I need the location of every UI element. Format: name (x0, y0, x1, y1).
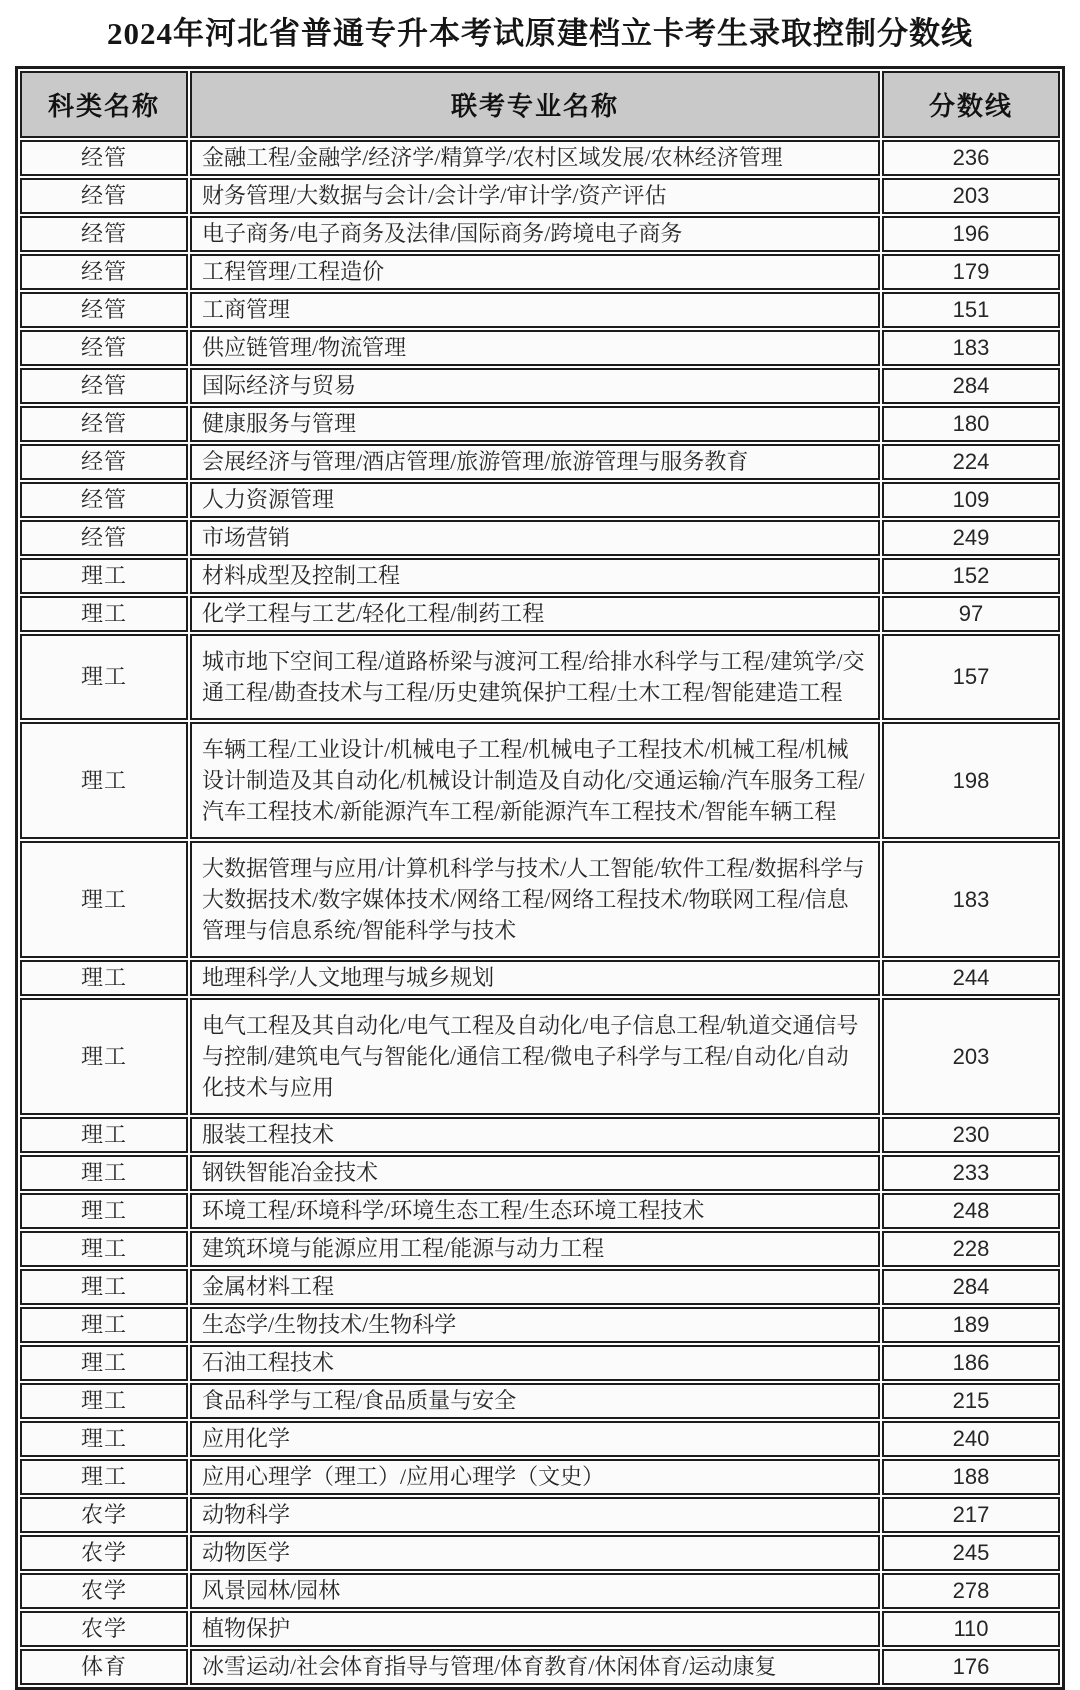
majors-cell: 工商管理 (190, 292, 880, 328)
majors-cell: 大数据管理与应用/计算机科学与技术/人工智能/软件工程/数据科学与大数据技术/数字媒体技术/网络工程/网络工程技术/物联网工程/信息管理与信息系统/智能科学与技术 (190, 841, 880, 958)
score-cell: 240 (882, 1421, 1060, 1457)
category-cell: 经管 (20, 368, 188, 404)
majors-cell: 生态学/生物技术/生物科学 (190, 1307, 880, 1343)
page-title: 2024年河北省普通专升本考试原建档立卡考生录取控制分数线 (107, 16, 973, 51)
table-row (20, 1573, 1060, 1609)
score-cell: 278 (882, 1573, 1060, 1609)
majors-cell: 会展经济与管理/酒店管理/旅游管理/旅游管理与服务教育 (190, 444, 880, 480)
majors-cell: 环境工程/环境科学/环境生态工程/生态环境工程技术 (190, 1193, 880, 1229)
majors-cell: 冰雪运动/社会体育指导与管理/体育教育/休闲体育/运动康复 (190, 1649, 880, 1685)
score-cell: 152 (882, 558, 1060, 594)
category-cell: 理工 (20, 1117, 188, 1153)
majors-cell: 金融工程/金融学/经济学/精算学/农村区域发展/农林经济管理 (190, 140, 880, 176)
category-cell: 理工 (20, 558, 188, 594)
category-cell: 经管 (20, 406, 188, 442)
score-cell: 236 (882, 140, 1060, 176)
score-cell: 244 (882, 960, 1060, 996)
score-cell: 215 (882, 1383, 1060, 1419)
score-cell: 97 (882, 596, 1060, 632)
majors-cell: 车辆工程/工业设计/机械电子工程/机械电子工程技术/机械工程/机械设计制造及其自动化/机械设计制造及自动化/交通运输/汽车服务工程/汽车工程技术/新能源汽车工程/新能源汽车工程技术/智能车辆工程 (190, 722, 880, 839)
category-cell: 理工 (20, 1383, 188, 1419)
score-cell: 179 (882, 254, 1060, 290)
score-cell: 157 (882, 634, 1060, 720)
table-row (20, 1345, 1060, 1381)
score-cell: 180 (882, 406, 1060, 442)
category-cell: 农学 (20, 1497, 188, 1533)
table-row (20, 841, 1060, 958)
col-header-majors: 联考专业名称 (190, 71, 880, 138)
score-cell: 249 (882, 520, 1060, 556)
table-row (20, 1611, 1060, 1647)
table-row (20, 254, 1060, 290)
score-cell: 176 (882, 1649, 1060, 1685)
majors-cell: 健康服务与管理 (190, 406, 880, 442)
category-cell: 理工 (20, 1231, 188, 1267)
table-row (20, 292, 1060, 328)
category-cell: 农学 (20, 1611, 188, 1647)
majors-cell: 财务管理/大数据与会计/会计学/审计学/资产评估 (190, 178, 880, 214)
majors-cell: 石油工程技术 (190, 1345, 880, 1381)
category-cell: 经管 (20, 482, 188, 518)
majors-cell: 食品科学与工程/食品质量与安全 (190, 1383, 880, 1419)
score-cell: 183 (882, 841, 1060, 958)
category-cell: 经管 (20, 292, 188, 328)
category-cell: 理工 (20, 1459, 188, 1495)
table-row (20, 1535, 1060, 1571)
majors-cell: 应用化学 (190, 1421, 880, 1457)
table-row (20, 368, 1060, 404)
category-cell: 理工 (20, 634, 188, 720)
score-cell: 284 (882, 1269, 1060, 1305)
score-cell: 188 (882, 1459, 1060, 1495)
table-row (20, 1117, 1060, 1153)
majors-cell: 电气工程及其自动化/电气工程及自动化/电子信息工程/轨道交通信号与控制/建筑电气与智能化/通信工程/微电子科学与工程/自动化/自动化技术与应用 (190, 998, 880, 1115)
majors-cell: 工程管理/工程造价 (190, 254, 880, 290)
table-row (20, 1307, 1060, 1343)
table-row (20, 216, 1060, 252)
col-header-category: 科类名称 (20, 71, 188, 138)
majors-cell: 建筑环境与能源应用工程/能源与动力工程 (190, 1231, 880, 1267)
category-cell: 理工 (20, 596, 188, 632)
table-row (20, 722, 1060, 839)
score-cell: 186 (882, 1345, 1060, 1381)
table-row (20, 444, 1060, 480)
table-row (20, 1193, 1060, 1229)
table-row (20, 330, 1060, 366)
table-header (20, 71, 1060, 138)
table-row (20, 1383, 1060, 1419)
table-body (20, 140, 1060, 1685)
majors-cell: 植物保护 (190, 1611, 880, 1647)
category-cell: 理工 (20, 1193, 188, 1229)
table-row (20, 1421, 1060, 1457)
score-cell: 248 (882, 1193, 1060, 1229)
majors-cell: 服装工程技术 (190, 1117, 880, 1153)
score-cell: 203 (882, 998, 1060, 1115)
table-row (20, 1459, 1060, 1495)
score-cell: 228 (882, 1231, 1060, 1267)
category-cell: 经管 (20, 330, 188, 366)
category-cell: 理工 (20, 998, 188, 1115)
table-row (20, 998, 1060, 1115)
majors-cell: 化学工程与工艺/轻化工程/制药工程 (190, 596, 880, 632)
score-cell: 196 (882, 216, 1060, 252)
score-cell: 183 (882, 330, 1060, 366)
table-row (20, 634, 1060, 720)
majors-cell: 动物医学 (190, 1535, 880, 1571)
col-header-score: 分数线 (882, 71, 1060, 138)
table-row (20, 558, 1060, 594)
category-cell: 经管 (20, 254, 188, 290)
category-cell: 体育 (20, 1649, 188, 1685)
score-cell: 109 (882, 482, 1060, 518)
score-cell: 245 (882, 1535, 1060, 1571)
majors-cell: 地理科学/人文地理与城乡规划 (190, 960, 880, 996)
score-cell: 189 (882, 1307, 1060, 1343)
table-row (20, 596, 1060, 632)
category-cell: 农学 (20, 1573, 188, 1609)
majors-cell: 风景园林/园林 (190, 1573, 880, 1609)
score-cell: 217 (882, 1497, 1060, 1533)
category-cell: 理工 (20, 1307, 188, 1343)
majors-cell: 动物科学 (190, 1497, 880, 1533)
category-cell: 理工 (20, 841, 188, 958)
category-cell: 理工 (20, 722, 188, 839)
category-cell: 经管 (20, 216, 188, 252)
table-row (20, 520, 1060, 556)
score-cell: 203 (882, 178, 1060, 214)
category-cell: 理工 (20, 1269, 188, 1305)
table-row (20, 1231, 1060, 1267)
majors-cell: 应用心理学（理工）/应用心理学（文史） (190, 1459, 880, 1495)
category-cell: 理工 (20, 1345, 188, 1381)
category-cell: 经管 (20, 140, 188, 176)
category-cell: 理工 (20, 1155, 188, 1191)
majors-cell: 金属材料工程 (190, 1269, 880, 1305)
category-cell: 理工 (20, 1421, 188, 1457)
table-row (20, 960, 1060, 996)
score-cell: 151 (882, 292, 1060, 328)
majors-cell: 人力资源管理 (190, 482, 880, 518)
table-row (20, 1155, 1060, 1191)
score-cell: 233 (882, 1155, 1060, 1191)
majors-cell: 市场营销 (190, 520, 880, 556)
category-cell: 经管 (20, 178, 188, 214)
table-row (20, 482, 1060, 518)
majors-cell: 钢铁智能冶金技术 (190, 1155, 880, 1191)
score-cell: 110 (882, 1611, 1060, 1647)
majors-cell: 城市地下空间工程/道路桥梁与渡河工程/给排水科学与工程/建筑学/交通工程/勘查技术与工程/历史建筑保护工程/土木工程/智能建造工程 (190, 634, 880, 720)
table-row (20, 1497, 1060, 1533)
header-row (20, 71, 1060, 138)
majors-cell: 电子商务/电子商务及法律/国际商务/跨境电子商务 (190, 216, 880, 252)
majors-cell: 国际经济与贸易 (190, 368, 880, 404)
category-cell: 农学 (20, 1535, 188, 1571)
table-row (20, 140, 1060, 176)
category-cell: 经管 (20, 444, 188, 480)
score-cell: 284 (882, 368, 1060, 404)
table-row (20, 406, 1060, 442)
table-row (20, 1269, 1060, 1305)
score-cell: 198 (882, 722, 1060, 839)
score-cell: 224 (882, 444, 1060, 480)
score-cell: 230 (882, 1117, 1060, 1153)
score-table (15, 66, 1065, 1690)
majors-cell: 材料成型及控制工程 (190, 558, 880, 594)
table-row (20, 178, 1060, 214)
majors-cell: 供应链管理/物流管理 (190, 330, 880, 366)
category-cell: 经管 (20, 520, 188, 556)
category-cell: 理工 (20, 960, 188, 996)
